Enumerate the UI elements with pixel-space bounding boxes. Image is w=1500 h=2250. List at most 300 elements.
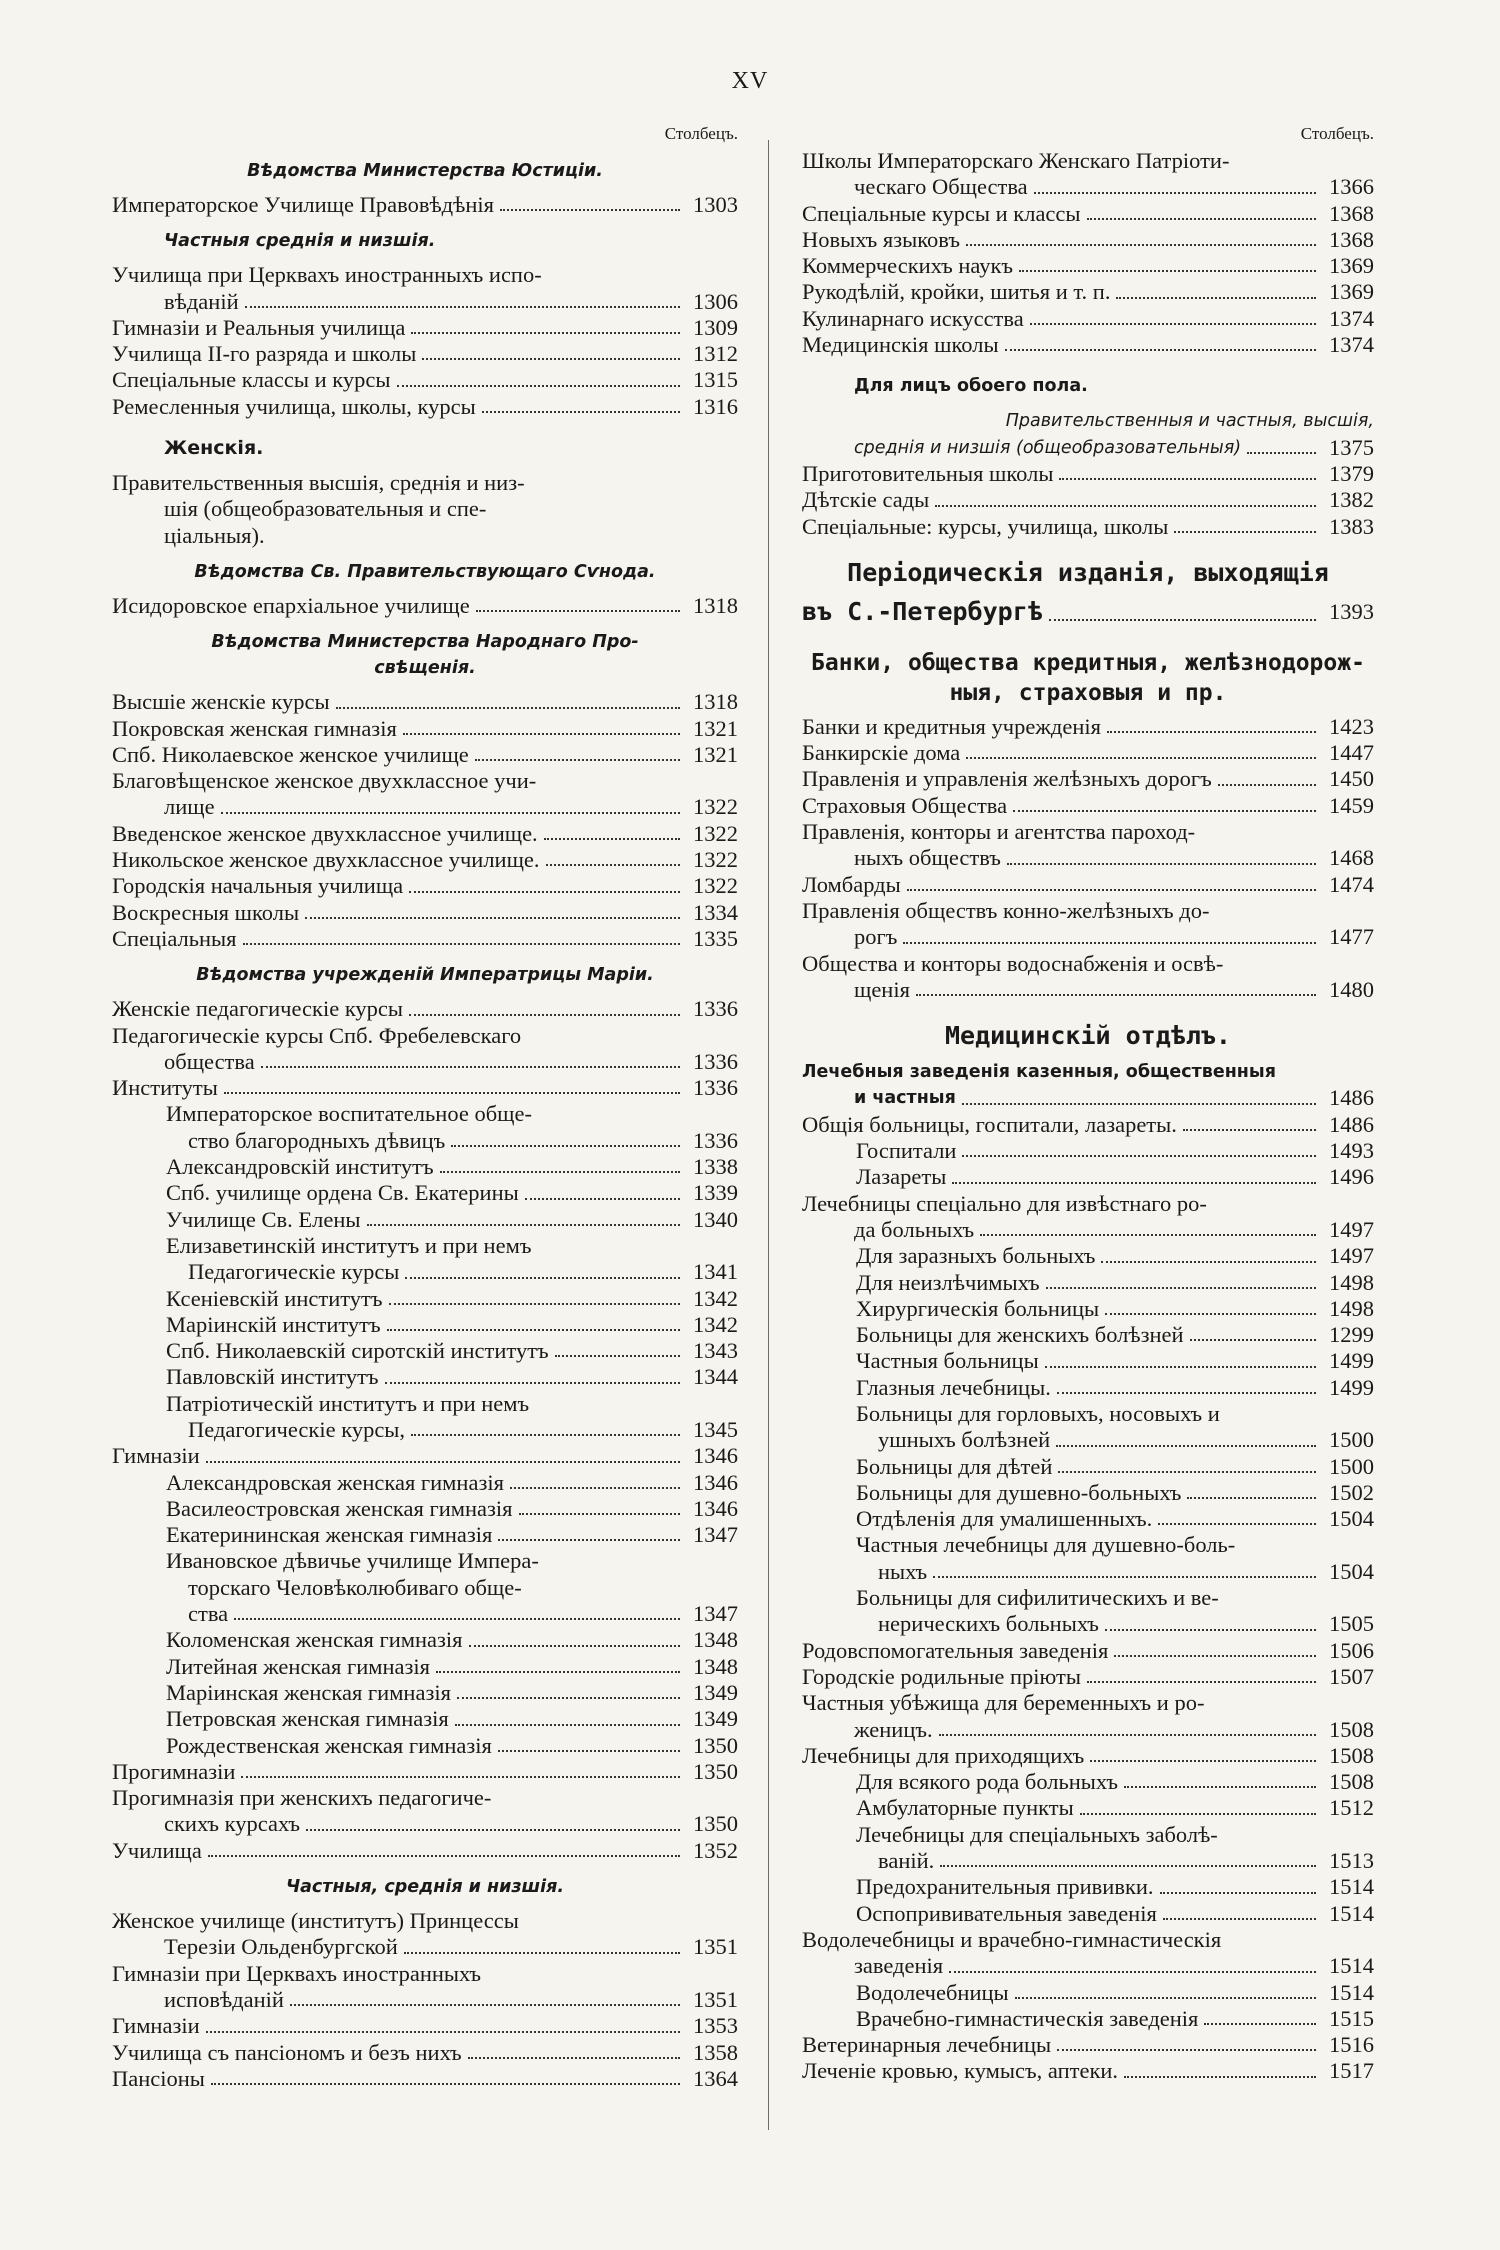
toc-entry[interactable] (112, 1759, 738, 1785)
dot-leader (457, 1697, 680, 1699)
entry-page-number: 1350 (693, 1732, 738, 1758)
entry-text-line: Прогимназіи (112, 1758, 236, 1784)
entry-page-number: 1347 (693, 1601, 738, 1627)
entry-text-line: исповѣданій (164, 1986, 284, 2012)
entry-page-number: 1364 (693, 2065, 738, 2091)
toc-entry[interactable] (802, 487, 1374, 513)
entry-text-line: Больницы для сифилитическихъ и ве- (856, 1585, 1219, 1611)
entry-page-number: 1493 (1329, 1138, 1374, 1164)
dot-leader (1105, 1313, 1316, 1315)
entry-text-line: Женское училище (институтъ) Принцессы (112, 1908, 519, 1934)
dot-leader (440, 1171, 680, 1173)
entry-text-line: Спеціальные классы и курсы (112, 367, 391, 393)
toc-entry[interactable] (112, 716, 738, 742)
toc-entry[interactable] (802, 793, 1374, 819)
entry-text-line: скихъ курсахъ (164, 1811, 300, 1837)
entry-page-number: 1318 (693, 689, 738, 715)
dot-leader (962, 1103, 1316, 1105)
entry-page-number: 1336 (693, 1127, 738, 1153)
section-heading: Вѣдомства Св. Правительствующаго Сѵнода. (194, 561, 656, 582)
toc-entry[interactable] (802, 1270, 1374, 1296)
toc-entry[interactable] (802, 1191, 1374, 1244)
dot-leader (405, 1277, 680, 1279)
toc-entry[interactable] (802, 1874, 1374, 1900)
entry-text-line: Александровская женская гимназія (166, 1469, 504, 1495)
toc-entry[interactable] (802, 1795, 1374, 1821)
toc-entry[interactable] (802, 1769, 1374, 1795)
dot-leader (1160, 1892, 1316, 1894)
dot-leader (208, 1855, 680, 1857)
toc-entry[interactable] (112, 262, 738, 315)
entry-page-number: 1515 (1329, 2005, 1374, 2031)
dot-leader (966, 757, 1316, 759)
toc-entry[interactable] (802, 1322, 1374, 1348)
dot-leader (1187, 1497, 1316, 1499)
entry-page-number: 1312 (693, 341, 738, 367)
dot-leader (1015, 1997, 1316, 1999)
toc-entry[interactable] (802, 1401, 1374, 1454)
toc-entry[interactable] (112, 1312, 738, 1338)
entry-text-line: Правленія и управленія желѣзныхъ дорогъ (802, 766, 1212, 792)
entry-text-line: ціальныя). (164, 522, 265, 548)
entry-page-number: 1477 (1329, 924, 1374, 950)
toc-entry[interactable] (112, 996, 738, 1022)
toc-entry[interactable] (112, 2040, 738, 2066)
dot-leader (1183, 1129, 1316, 1131)
toc-entry[interactable] (802, 279, 1374, 305)
dot-leader (261, 1066, 680, 1068)
dot-leader (245, 306, 680, 308)
entry-page-number: 1447 (1329, 740, 1374, 766)
entry-text-line: Ломбарды (802, 871, 901, 897)
dot-leader (498, 1750, 680, 1752)
toc-entry[interactable] (802, 227, 1374, 253)
entry-page-number: 1504 (1329, 1558, 1374, 1584)
entry-page-number: 1368 (1329, 200, 1374, 226)
entry-page-number: 1423 (1329, 713, 1374, 739)
entry-page-number: 1321 (693, 741, 738, 767)
dot-leader (1057, 2049, 1316, 2051)
toc-entry[interactable] (112, 470, 738, 549)
entry-page-number: 1322 (693, 794, 738, 820)
toc-section (112, 559, 738, 619)
entry-text-line: Частныя больницы (856, 1348, 1039, 1374)
entry-page-number: 1346 (693, 1495, 738, 1521)
entry-text-line: Банкирскіе дома (802, 740, 961, 766)
entry-page-number: 1474 (1329, 871, 1374, 897)
entry-page-number: 1341 (693, 1259, 738, 1285)
entry-text-line: Спб. Николаевскій сиротскій институтъ (166, 1338, 549, 1364)
entry-page-number: 1346 (693, 1443, 738, 1469)
entry-page-number: 1321 (693, 715, 738, 741)
toc-section (802, 1019, 1374, 2085)
toc-entry[interactable] (802, 898, 1374, 951)
section-heading: Банки, общества кредитныя, желѣзнодорож- ныя, страховыя и пр. (811, 649, 1365, 706)
dot-leader (387, 1329, 680, 1331)
entry-text-line: Педагогическіе курсы Спб. Фребелевскаго (112, 1022, 522, 1048)
entry-text-line: женицъ. (854, 1716, 933, 1742)
entry-text-line: Спеціальные: курсы, училища, школы (802, 513, 1169, 539)
entry-text-line: Общія больницы, госпитали, лазареты. (802, 1111, 1177, 1137)
entry-text-line: Императорское Училище Правовѣдѣнія (112, 192, 494, 217)
entry-text-line: Спеціальныя (112, 925, 237, 951)
entry-page-number: 1508 (1329, 1769, 1374, 1795)
entry-page-number: 1496 (1329, 1164, 1374, 1190)
entry-text-line: ваній. (878, 1848, 935, 1874)
toc-entry[interactable] (802, 1164, 1374, 1190)
entry-page-number: 1336 (693, 996, 738, 1022)
toc-entry[interactable] (802, 819, 1374, 872)
entry-text-line: Высшіе женскіе курсы (112, 689, 330, 715)
toc-entry[interactable] (802, 1822, 1374, 1875)
entry-text-line: Амбулаторные пункты (856, 1795, 1074, 1821)
toc-entry[interactable] (802, 1980, 1374, 2006)
toc-entry[interactable] (802, 332, 1374, 358)
dot-leader (305, 917, 680, 919)
entry-text-line: и частныя (854, 1088, 956, 1109)
toc-entry[interactable] (802, 1138, 1374, 1164)
entry-page-number: 1514 (1329, 1953, 1374, 1979)
section-heading: Вѣдомства Министерства Народнаго Про- свѣщенія. (211, 632, 639, 679)
dot-leader (1034, 192, 1316, 194)
toc-entry[interactable] (112, 900, 738, 926)
entry-page-number: 1450 (1329, 766, 1374, 792)
dot-leader (510, 1487, 680, 1489)
entry-page-number: 1309 (693, 314, 738, 340)
toc-entry[interactable] (112, 689, 738, 715)
toc-entry[interactable] (112, 821, 738, 847)
toc-entry[interactable] (112, 1075, 738, 1101)
toc-entry[interactable] (112, 1470, 738, 1496)
entry-text-line: шія (общеобразовательныя и спе- (164, 496, 487, 522)
entry-text-line: Коломенская женская гимназія (166, 1627, 463, 1653)
toc-entry[interactable] (112, 367, 738, 393)
entry-text-line: Приготовительныя школы (802, 460, 1054, 486)
dot-leader (1013, 810, 1316, 812)
dot-leader (290, 2004, 680, 2006)
toc-entry[interactable] (112, 315, 738, 341)
toc-entry[interactable] (112, 1286, 738, 1312)
toc-entry[interactable] (112, 1101, 738, 1154)
entry-text-line: Леченіе кровью, кумысъ, аптеки. (802, 2058, 1119, 2084)
entry-text-line: среднія и низшія (общеобразовательныя) (854, 437, 1242, 458)
toc-entry[interactable] (112, 1627, 738, 1653)
entry-text-line: Больницы для горловыхъ, носовыхъ и (856, 1400, 1220, 1426)
entry-text-line: Городскія начальныя училища (112, 873, 404, 899)
entry-text-line: нерическихъ больныхъ (878, 1611, 1099, 1637)
entry-page-number: 1486 (1329, 1111, 1374, 1137)
entry-text-line: Василеостровская женская гимназія (166, 1495, 513, 1521)
entry-page-number: 1459 (1329, 792, 1374, 818)
toc-entry[interactable] (802, 1059, 1374, 1112)
entry-text-line: Спб. Николаевское женское училище (112, 741, 469, 767)
entry-page-number: 1336 (693, 1075, 738, 1101)
dot-leader (409, 1014, 680, 1016)
entry-page-number: 1336 (693, 1048, 738, 1074)
dot-leader (525, 1198, 680, 1200)
entry-text-line: Лазареты (856, 1164, 947, 1190)
toc-entry[interactable] (112, 1364, 738, 1390)
dot-leader (455, 1724, 680, 1726)
toc-entry[interactable] (112, 394, 738, 420)
dot-leader (1124, 1786, 1316, 1788)
entry-page-number: 1342 (693, 1311, 738, 1337)
entry-text-line: заведенія (854, 1953, 944, 1979)
toc-entry[interactable] (112, 768, 738, 821)
entry-page-number: 1306 (693, 288, 738, 314)
entry-text-line: Терезіи Ольденбургской (164, 1934, 398, 1960)
dot-leader (468, 2057, 680, 2059)
toc-entry[interactable] (802, 766, 1374, 792)
toc-entry[interactable] (112, 1961, 738, 2014)
column-header: Столбецъ. (664, 124, 738, 143)
toc-entry[interactable] (112, 1654, 738, 1680)
toc-entry[interactable] (112, 847, 738, 873)
entry-text-line: Оспопрививательныя заведенія (856, 1900, 1157, 1926)
dot-leader (1007, 863, 1316, 865)
dot-leader (935, 505, 1316, 507)
toc-entry[interactable] (802, 1690, 1374, 1743)
toc-entry[interactable] (802, 714, 1374, 740)
entry-text-line: Благовѣщенское женское двухклассное учи- (112, 768, 537, 794)
entry-page-number: 1513 (1329, 1848, 1374, 1874)
entry-page-number: 1393 (1329, 598, 1374, 624)
toc-entry[interactable] (802, 1243, 1374, 1269)
toc-entry[interactable] (802, 1348, 1374, 1374)
entry-page-number: 1468 (1329, 845, 1374, 871)
dot-leader (916, 994, 1316, 996)
toc-section (112, 158, 738, 218)
toc-entry[interactable] (802, 1532, 1374, 1585)
toc-entry[interactable] (802, 1743, 1374, 1769)
section-heading: Для лицъ обоего пола. (854, 376, 1088, 397)
dot-leader (498, 1539, 680, 1541)
entry-page-number: 1344 (693, 1364, 738, 1390)
toc-entry[interactable] (112, 1391, 738, 1444)
dot-leader (397, 385, 680, 387)
entry-page-number: 1486 (1329, 1085, 1374, 1111)
toc-entry[interactable] (112, 1706, 738, 1732)
dot-leader (962, 1155, 1316, 1157)
toc-entry[interactable] (112, 1785, 738, 1838)
entry-page-number: 1507 (1329, 1663, 1374, 1689)
dot-leader (1114, 1655, 1316, 1657)
toc-entry[interactable] (112, 593, 738, 619)
toc-entry[interactable] (802, 2058, 1374, 2084)
entry-text-line: Правительственныя и частныя, высшія, (1005, 411, 1374, 432)
dot-leader (544, 838, 680, 840)
entry-text-line: Рукодѣлій, кройки, шитья и т. п. (802, 279, 1111, 305)
toc-entry[interactable] (802, 461, 1374, 487)
toc-entry[interactable] (802, 1664, 1374, 1690)
dot-leader (1204, 2023, 1316, 2025)
toc-entry[interactable] (802, 1506, 1374, 1532)
entry-page-number: 1516 (1329, 2032, 1374, 2058)
dot-leader (1005, 349, 1316, 351)
entry-text-line: Новыхъ языковъ (802, 226, 960, 252)
entry-page-number: 1343 (693, 1338, 738, 1364)
toc-entry[interactable] (112, 1023, 738, 1076)
entry-text-line: Институты (112, 1075, 218, 1101)
entry-page-number: 1334 (693, 899, 738, 925)
toc-entry[interactable] (802, 1375, 1374, 1401)
entry-text-line: Гимназіи при Церквахъ иностранныхъ (112, 1960, 482, 1986)
toc-entry[interactable] (802, 201, 1374, 227)
toc-entry[interactable] (112, 742, 738, 768)
entry-text-line: Частныя лечебницы для душевно-боль- (856, 1532, 1236, 1558)
entry-page-number: 1374 (1329, 332, 1374, 358)
entry-text-line: Лечебныя заведенія казенныя, общественныя (802, 1062, 1276, 1083)
entry-text-line: Ивановское дѣвичье училище Импера- (166, 1548, 539, 1574)
entry-text-line: Маріинскій институтъ (166, 1311, 381, 1337)
left-column (112, 120, 738, 2092)
dot-leader (940, 1865, 1316, 1867)
toc-entry[interactable] (802, 2006, 1374, 2032)
entry-text-line: ства (188, 1601, 229, 1627)
entry-page-number: 1345 (693, 1416, 738, 1442)
toc-section (112, 1874, 738, 2092)
entry-text-line: Больницы для женскихъ болѣзней (856, 1322, 1184, 1348)
dot-leader (206, 2031, 680, 2033)
entry-text-line: Маріинская женская гимназія (166, 1679, 451, 1705)
dot-leader (234, 1618, 680, 1620)
toc-entry[interactable] (112, 1443, 738, 1469)
entry-text-line: Медицинскія школы (802, 332, 999, 358)
entry-page-number: 1517 (1329, 2058, 1374, 2084)
entry-text-line: Покровская женская гимназія (112, 715, 397, 741)
column-divider (768, 140, 769, 2130)
dot-leader (221, 812, 680, 814)
toc-entry[interactable] (112, 926, 738, 952)
toc-entry[interactable] (802, 1454, 1374, 1480)
toc-entry[interactable] (112, 1908, 738, 1961)
toc-entry[interactable] (112, 2013, 738, 2039)
entry-text-line: Патріотическій институтъ и при немъ (166, 1390, 530, 1416)
dot-leader (1124, 2076, 1316, 2078)
entry-page-number: 1351 (693, 1934, 738, 1960)
entry-text-line: Госпитали (856, 1138, 957, 1164)
toc-entry[interactable] (112, 1680, 738, 1706)
toc-entry[interactable] (802, 740, 1374, 766)
entry-page-number: 1338 (693, 1154, 738, 1180)
entry-text-line: Ремесленныя училища, школы, курсы (112, 393, 476, 419)
entry-text-line: Александровскій институтъ (166, 1154, 434, 1180)
entry-text-line: Исидоровское епархіальное училище (112, 592, 470, 618)
entry-page-number: 1340 (693, 1206, 738, 1232)
toc-entry[interactable] (802, 148, 1374, 201)
entry-text-line: щенія (854, 976, 910, 1002)
entry-page-number: 1382 (1329, 487, 1374, 513)
section-heading: Вѣдомства учрежденій Императрицы Маріи. (196, 965, 654, 986)
entry-text-line: Павловскій институтъ (166, 1364, 379, 1390)
toc-entry[interactable] (112, 192, 738, 218)
entry-text-line: вѣданій (164, 288, 239, 314)
toc-entry[interactable] (802, 2032, 1374, 2058)
toc-entry[interactable] (112, 1154, 738, 1180)
entry-text-line: Правительственныя высшія, среднія и низ- (112, 470, 525, 496)
entry-page-number: 1347 (693, 1522, 738, 1548)
entry-page-number: 1350 (693, 1758, 738, 1784)
toc-entry[interactable] (802, 872, 1374, 898)
dot-leader (409, 891, 680, 893)
toc-entry[interactable] (802, 596, 1374, 628)
toc-section (802, 556, 1374, 628)
toc-entry[interactable] (802, 408, 1374, 461)
toc-entry[interactable] (802, 514, 1374, 540)
entry-text-line: Училище Св. Елены (166, 1206, 361, 1232)
entry-text-line: Рождественская женская гимназія (166, 1732, 492, 1758)
toc-entry[interactable] (802, 1585, 1374, 1638)
entry-text-line: торскаго Человѣколюбиваго обще- (188, 1574, 522, 1600)
toc-entry[interactable] (112, 341, 738, 367)
entry-text-line: Родовспомогательныя заведенія (802, 1637, 1109, 1663)
entry-text-line: Училища (112, 1837, 202, 1863)
toc-section (112, 629, 738, 952)
dot-leader (1247, 452, 1316, 454)
entry-page-number: 1299 (1329, 1322, 1374, 1348)
toc-entry[interactable] (802, 1927, 1374, 1980)
dot-leader (907, 889, 1316, 891)
entry-text-line: да больныхъ (854, 1216, 975, 1242)
toc-entry[interactable] (112, 1838, 738, 1864)
entry-text-line: Училища II-го разряда и школы (112, 341, 417, 367)
toc-entry[interactable] (112, 873, 738, 899)
toc-entry[interactable] (802, 1480, 1374, 1506)
entry-text-line: Литейная женская гимназія (166, 1653, 431, 1679)
toc-entry[interactable] (112, 1207, 738, 1233)
toc-entry[interactable] (802, 1638, 1374, 1664)
toc-entry[interactable] (112, 1733, 738, 1759)
entry-page-number: 1498 (1329, 1269, 1374, 1295)
column-header: Столбецъ. (1300, 124, 1374, 143)
entry-page-number: 1322 (693, 873, 738, 899)
entry-text-line: Императорское воспитательное обще- (166, 1101, 532, 1127)
toc-entry[interactable] (802, 1112, 1374, 1138)
toc-entry[interactable] (802, 306, 1374, 332)
entry-text-line: Дѣтскіе сады (802, 487, 930, 513)
dot-leader (555, 1355, 680, 1357)
entry-page-number: 1379 (1329, 460, 1374, 486)
entry-text-line: Частныя убѣжища для беременныхъ и ро- (802, 1690, 1205, 1716)
entry-page-number: 1348 (693, 1653, 738, 1679)
entry-text-line: въ С.-Петербургѣ (802, 596, 1043, 626)
entry-text-line: Городскіе родильные пріюты (802, 1663, 1081, 1689)
toc-entry[interactable] (112, 1496, 738, 1522)
entry-text-line: Больницы для душевно-больныхъ (856, 1479, 1182, 1505)
toc-entry[interactable] (112, 1233, 738, 1286)
toc-entry[interactable] (802, 253, 1374, 279)
toc-entry[interactable] (112, 1522, 738, 1548)
toc-section (802, 148, 1374, 358)
toc-entry[interactable] (802, 1296, 1374, 1322)
toc-entry[interactable] (802, 1901, 1374, 1927)
toc-entry[interactable] (112, 1548, 738, 1627)
dot-leader (1080, 1813, 1316, 1815)
toc-section (802, 372, 1374, 539)
entry-text-line: Гимназіи (112, 2013, 200, 2039)
entry-page-number: 1349 (693, 1679, 738, 1705)
entry-text-line: ныхъ (878, 1558, 928, 1584)
entry-text-line: ушныхъ болѣзней (878, 1427, 1051, 1453)
entry-page-number: 1497 (1329, 1243, 1374, 1269)
toc-entry[interactable] (112, 1338, 738, 1364)
entry-text-line: ныхъ обществъ (854, 845, 1001, 871)
entry-page-number: 1508 (1329, 1716, 1374, 1742)
toc-entry[interactable] (112, 1180, 738, 1206)
toc-entry[interactable] (112, 2066, 738, 2092)
entry-page-number: 1348 (693, 1627, 738, 1653)
toc-entry[interactable] (802, 951, 1374, 1004)
